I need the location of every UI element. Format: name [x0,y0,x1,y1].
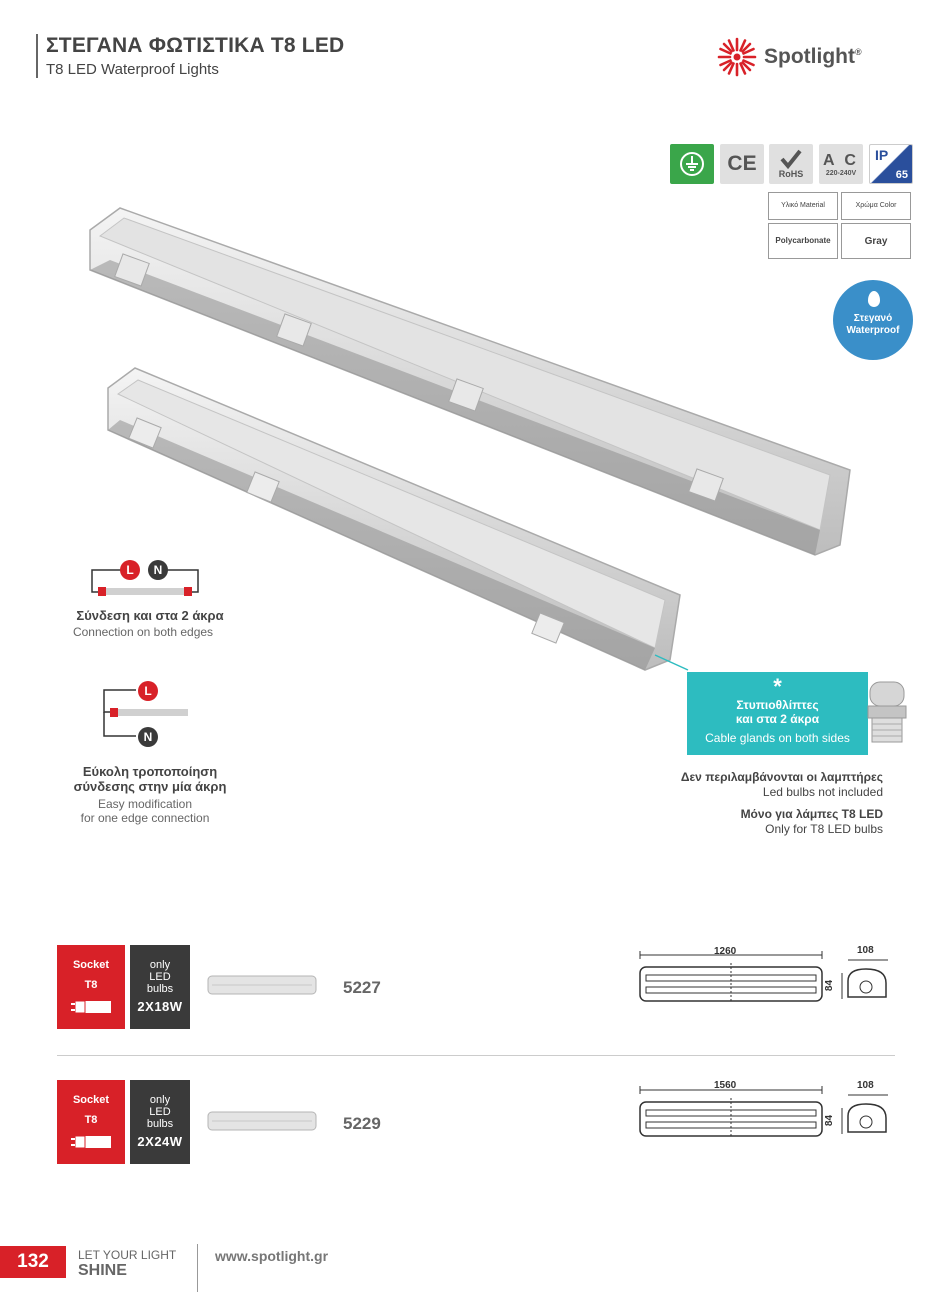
one-edge-caption-en: Easy modification for one edge connection [80,797,210,825]
socket-badge: Socket T8 [57,945,125,1029]
callout-gr-line2: και στα 2 άκρα [735,712,820,726]
product-thumbnail [206,1108,318,1134]
note-bulbs-gr: Δεν περιλαμβάνονται οι λαμπτήρες [680,770,883,784]
ip-rating-icon [869,144,913,184]
note-bulbs-en: Led bulbs not included [762,785,883,799]
socket-badge: Socket T8 [57,1080,125,1164]
website-link[interactable]: www.spotlight.gr [215,1248,329,1264]
neutral-node: N [148,560,168,580]
side-dimension-drawing [838,1090,893,1140]
color-header: Χρώμα Color [841,192,911,220]
height-dimension: 84 [824,979,836,992]
color-value: Gray [841,223,911,259]
page-number: 132 [0,1246,66,1278]
callout-star: * [773,674,782,699]
ip-label: IP [875,147,889,163]
waterproof-label-gr: Στεγανό [853,313,893,324]
length-dimension: 1260 [714,946,737,957]
rohs-label: RoHS [778,169,804,179]
brand-logo[interactable] [716,36,862,78]
tube-socket-icon [71,1133,111,1151]
material-header: Υλικό Material [768,192,838,220]
ac-voltage-icon [819,144,863,184]
both-edges-caption-en: Connection on both edges [72,625,214,639]
wiring-diagram-both-edges [88,560,203,602]
rohs-icon [769,144,813,184]
page-title: ΣΤΕΓΑΝΑ ΦΩΤΙΣΤΙΚΑ T8 LED [46,34,345,57]
bulb-notes [681,770,883,837]
ip-value: 65 [895,169,908,181]
both-edges-caption-gr: Σύνδεση και στα 2 άκρα [76,608,224,623]
slogan-line2: SHINE [78,1262,127,1279]
spotlight-burst-icon [716,36,758,78]
slogan-line1: LET YOUR LIGHT [78,1248,177,1262]
tube-socket-icon [71,998,111,1016]
note-only-en: Only for T8 LED bulbs [765,822,883,836]
row-divider [57,1055,895,1056]
neutral-node: N [138,727,158,747]
length-dimension: 1560 [714,1080,737,1091]
title-accent-bar [36,34,38,78]
callout-en: Cable glands on both sides [705,731,850,745]
note-only-gr: Μόνο για λάμπες T8 LED [740,807,883,821]
page-subtitle: T8 LED Waterproof Lights [46,61,219,78]
led-only-badge: only LED bulbs 2X24W [130,1080,190,1164]
water-drop-icon [868,291,880,307]
callout-gr-line1: Στυπιοθλίπτες [736,698,819,712]
led-only-badge: only LED bulbs 2X18W [130,945,190,1029]
depth-dimension: 108 [857,945,874,956]
wattage: 2X24W [137,1134,183,1149]
depth-dimension: 108 [857,1080,874,1091]
waterproof-label-en: Waterproof [846,325,900,336]
live-node: L [120,560,140,580]
height-dimension: 84 [824,1114,836,1127]
live-node: L [138,681,158,701]
cable-gland-image [862,678,912,748]
ce-mark-icon: CE [720,144,764,184]
product-thumbnail [206,972,318,998]
cable-glands-callout [687,672,868,755]
wattage: 2X18W [137,999,183,1014]
ground-icon [670,144,714,184]
footer-divider [197,1244,198,1292]
ac-label: A C [823,151,859,169]
product-code: 5229 [343,1114,381,1133]
side-dimension-drawing [838,955,893,1005]
brand-name: Spotlight® [764,45,862,68]
voltage-label: 220-240V [825,169,857,177]
one-edge-caption-gr: Εύκολη τροποποίηση σύνδεσης στην μία άκρη [73,764,227,794]
product-code: 5227 [343,978,381,997]
material-value: Polycarbonate [768,223,838,259]
